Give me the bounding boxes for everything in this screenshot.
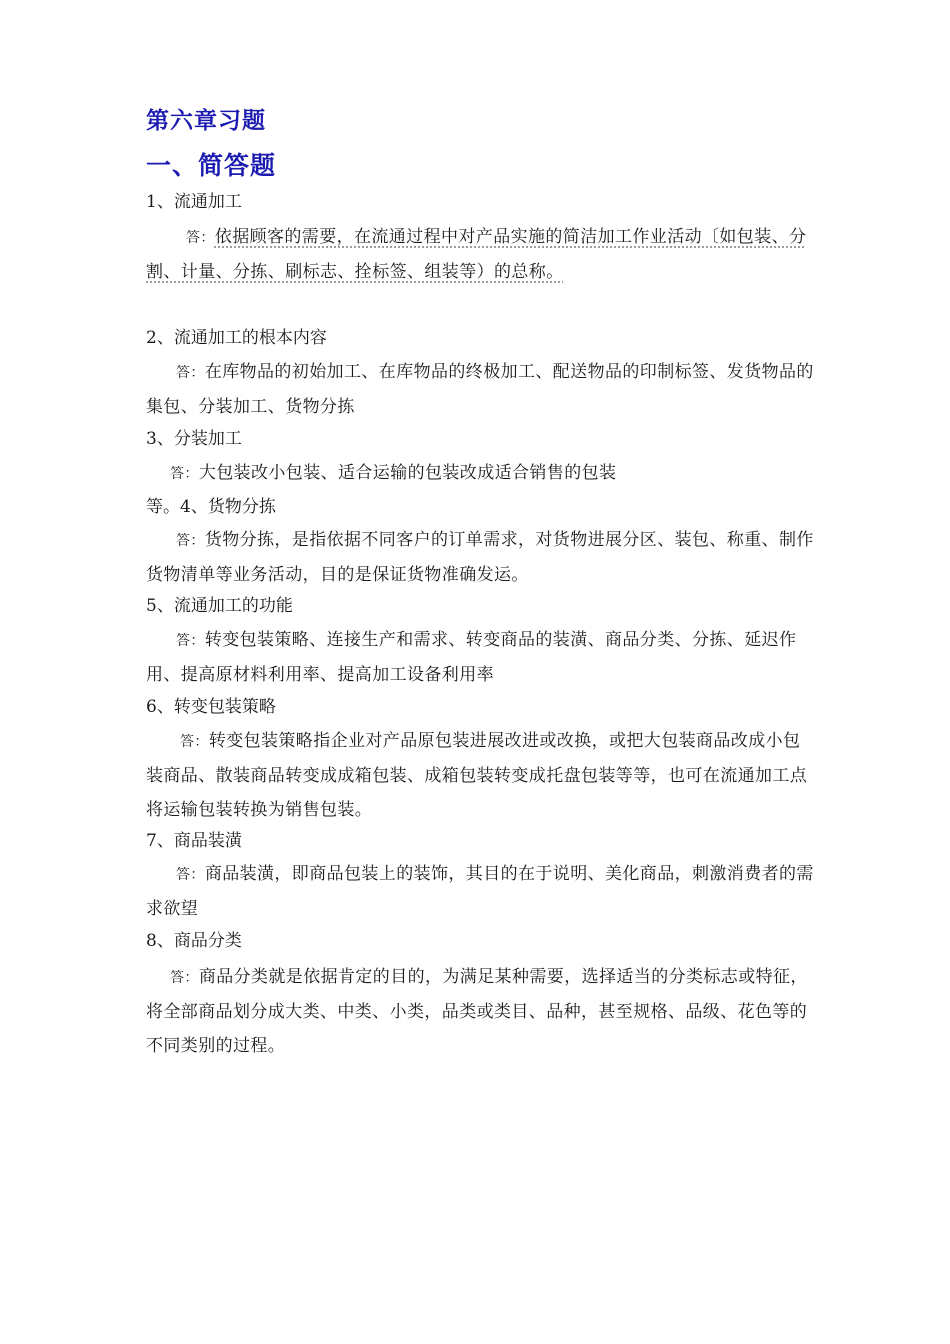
answer-text: 依据顾客的需要，在流通过程中对产品实施的简洁加工作业活动〔如包装、分割、计量、分拣、刷标志、拴标签、组装等）的总称。	[146, 227, 807, 282]
question-4: 等。4、货物分拣	[146, 497, 276, 517]
answer-lead: 答：	[180, 734, 209, 750]
answer-1	[146, 220, 816, 289]
answer-2	[146, 355, 816, 424]
question-6: 6、转变包装策略	[146, 697, 276, 717]
answer-lead: 答：	[176, 365, 205, 381]
question-8: 8、商品分类	[146, 931, 242, 951]
question-1: 1、流通加工	[146, 192, 242, 212]
answer-5	[146, 623, 816, 692]
answer-lead: 答：	[176, 533, 205, 549]
answer-lead: 答：	[170, 970, 199, 986]
answer-text: 商品装潢，即商品包装上的装饰，其目的在于说明、美化商品，刺激消费者的需求欲望	[146, 864, 814, 919]
answer-text: 商品分类就是依据肯定的目的，为满足某种需要，选择适当的分类标志或特征，将全部商品划分成大类、中类、小类，品类或类目、品种，甚至规格、品级、花色等的不同类别的过程。	[146, 967, 808, 1056]
answer-text: 在库物品的初始加工、在库物品的终极加工、配送物品的印制标签、发货物品的集包、分装加工、货物分拣	[146, 362, 814, 417]
question-3: 3、分装加工	[146, 429, 242, 449]
answer-text: 货物分拣，是指依据不同客户的订单需求，对货物进展分区、装包、称重、制作货物清单等业务活动，目的是保证货物准确发运。	[146, 530, 814, 585]
answer-lead: 答：	[186, 230, 215, 246]
answer-text: 大包装改小包装、适合运输的包装改成适合销售的包装	[198, 463, 617, 483]
answer-lead: 答：	[176, 867, 205, 883]
answer-7	[146, 857, 816, 926]
question-2: 2、流通加工的根本内容	[146, 328, 327, 348]
question-5: 5、流通加工的功能	[146, 596, 293, 616]
section-title: 一、简答题	[146, 151, 277, 180]
chapter-title: 第六章习题	[146, 107, 266, 134]
answer-lead: 答：	[170, 466, 199, 482]
answer-text: 转变包装策略指企业对产品原包装进展改进或改换，或把大包装商品改成小包装商品、散装商品转变成成箱包装、成箱包装转变成托盘包装等等，也可在流通加工点将运输包装转换为销售包装。	[146, 731, 808, 820]
answer-8	[146, 960, 816, 1063]
answer-text: 转变包装策略、连接生产和需求、转变商品的装潢、商品分类、分拣、延迟作用、提高原材料利用率、提高加工设备利用率	[146, 630, 797, 685]
answer-6	[146, 724, 816, 827]
answer-lead: 答：	[176, 633, 205, 649]
question-7: 7、商品装潢	[146, 831, 242, 851]
answer-4	[146, 523, 816, 592]
answer-3	[146, 456, 816, 491]
